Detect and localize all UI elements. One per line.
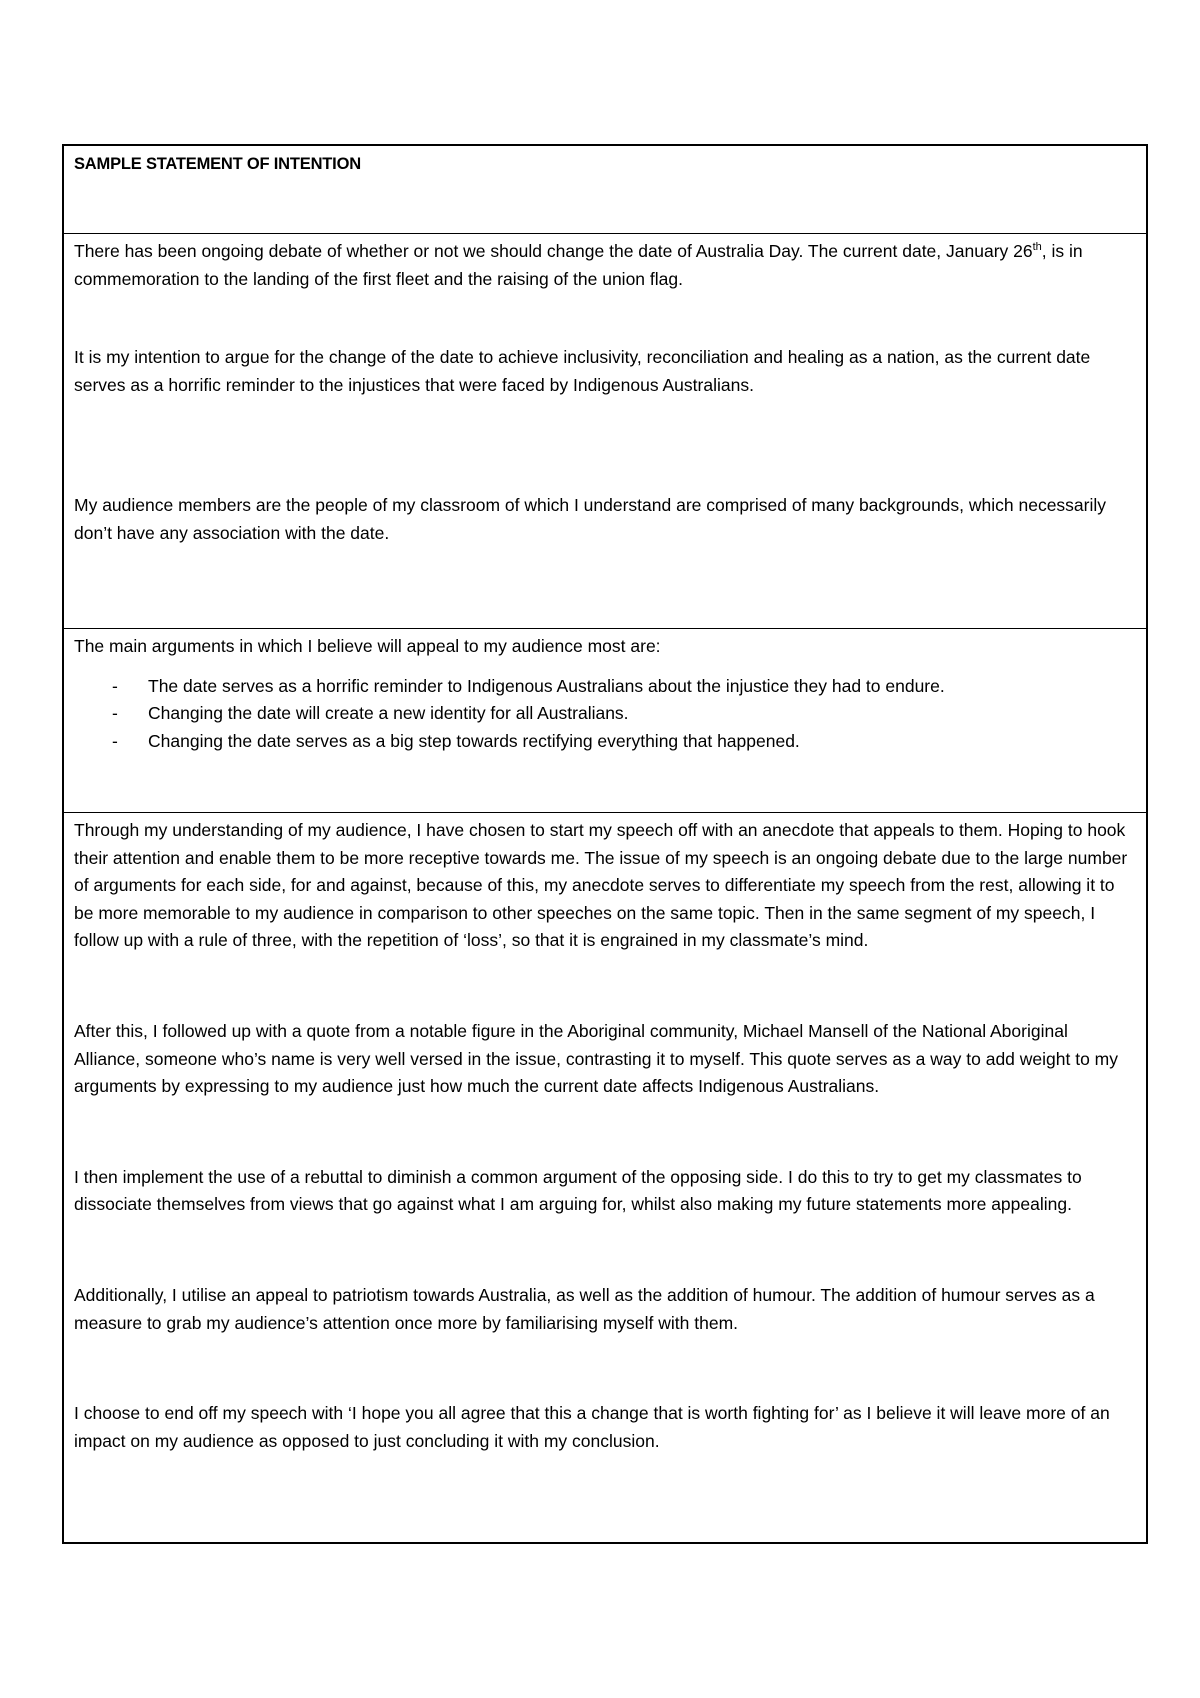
techniques-cell: [64, 812, 1146, 1546]
list-item: [74, 728, 1136, 756]
context-paragraph-1: [74, 238, 1136, 293]
title-cell: [64, 146, 1146, 233]
bullet-dash: -: [112, 703, 118, 724]
context-paragraph-1-tail: , is in commemoration to the landing of the first fleet and the raising of the union flag.: [74, 241, 1083, 289]
ordinal-suffix: th: [1032, 241, 1042, 254]
arguments-list: [74, 673, 1136, 756]
list-item-text: Changing the date will create a new identity for all Australians.: [148, 703, 629, 724]
techniques-paragraph-4: Additionally, I utilise an appeal to patriotism towards Australia, as well as the addition of humour. The addition of humour serves as a measure to grab my audience’s attention once more by familiarising myself with them.: [74, 1284, 1095, 1333]
context-paragraph-1-text: There has been ongoing debate of whether or not we should change the date of Australia Day. The current date, January 26: [74, 241, 1033, 261]
statement-table: [62, 144, 1148, 1544]
context-paragraph-3: My audience members are the people of my classroom of which I understand are comprised of many backgrounds, which necessarily don’t have any association with the date.: [74, 495, 1107, 543]
techniques-paragraph-2: After this, I followed up with a quote from a notable figure in the Aboriginal community, Michael Mansell of the National Aboriginal Alliance, someone who’s name is very well versed in the issue, contrasting it to myself. This quote serves as a way to add weight to my arguments by expressing to my audience just how much the current date affects Indigenous Australians.: [74, 1020, 1119, 1097]
arguments-cell: [64, 628, 1146, 812]
techniques-paragraph-5: I choose to end off my speech with ‘I hope you all agree that this a change that is worth fighting for’ as I believe it will leave more of an impact on my audience as opposed to just concluding it with my conclusion.: [74, 1403, 1110, 1451]
bullet-dash: -: [112, 730, 118, 751]
list-item-text: The date serves as a horrific reminder to Indigenous Australians about the injustice they had to endure.: [148, 675, 945, 696]
list-item-text: Changing the date serves as a big step towards rectifying everything that happened.: [148, 730, 800, 751]
list-item: [74, 673, 1136, 701]
page-title: SAMPLE STATEMENT OF INTENTION: [74, 155, 361, 173]
context-cell: [64, 233, 1146, 628]
list-item: [74, 700, 1136, 728]
techniques-paragraph-1: Through my understanding of my audience, I have chosen to start my speech off with an anecdote that appeals to them. Hoping to hook their attention and enable them to be more receptive towards me. The issue of my speech is an ongoing debate due to the large number of arguments for each side, for and against, because of this, my anecdote serves to differentiate my speech from the rest, allowing it to be more memorable to my audience in comparison to other speeches on the same topic. Then in the same segment of my speech, I follow up with a rule of three, with the repetition of ‘loss’, so that it is engrained in my classmate’s mind.: [74, 820, 1128, 951]
arguments-intro: The main arguments in which I believe will appeal to my audience most are:: [74, 636, 661, 656]
context-paragraph-2: It is my intention to argue for the change of the date to achieve inclusivity, reconciliation and healing as a nation, as the current date serves as a horrific reminder to the injustices that were faced by Indigenous Australians.: [74, 347, 1091, 395]
bullet-dash: -: [112, 675, 118, 696]
techniques-paragraph-3: I then implement the use of a rebuttal to diminish a common argument of the opposing side. I do this to try to get my classmates to dissociate themselves from views that go against what I am arguing for, whilst also making my future statements more appealing.: [74, 1166, 1082, 1215]
